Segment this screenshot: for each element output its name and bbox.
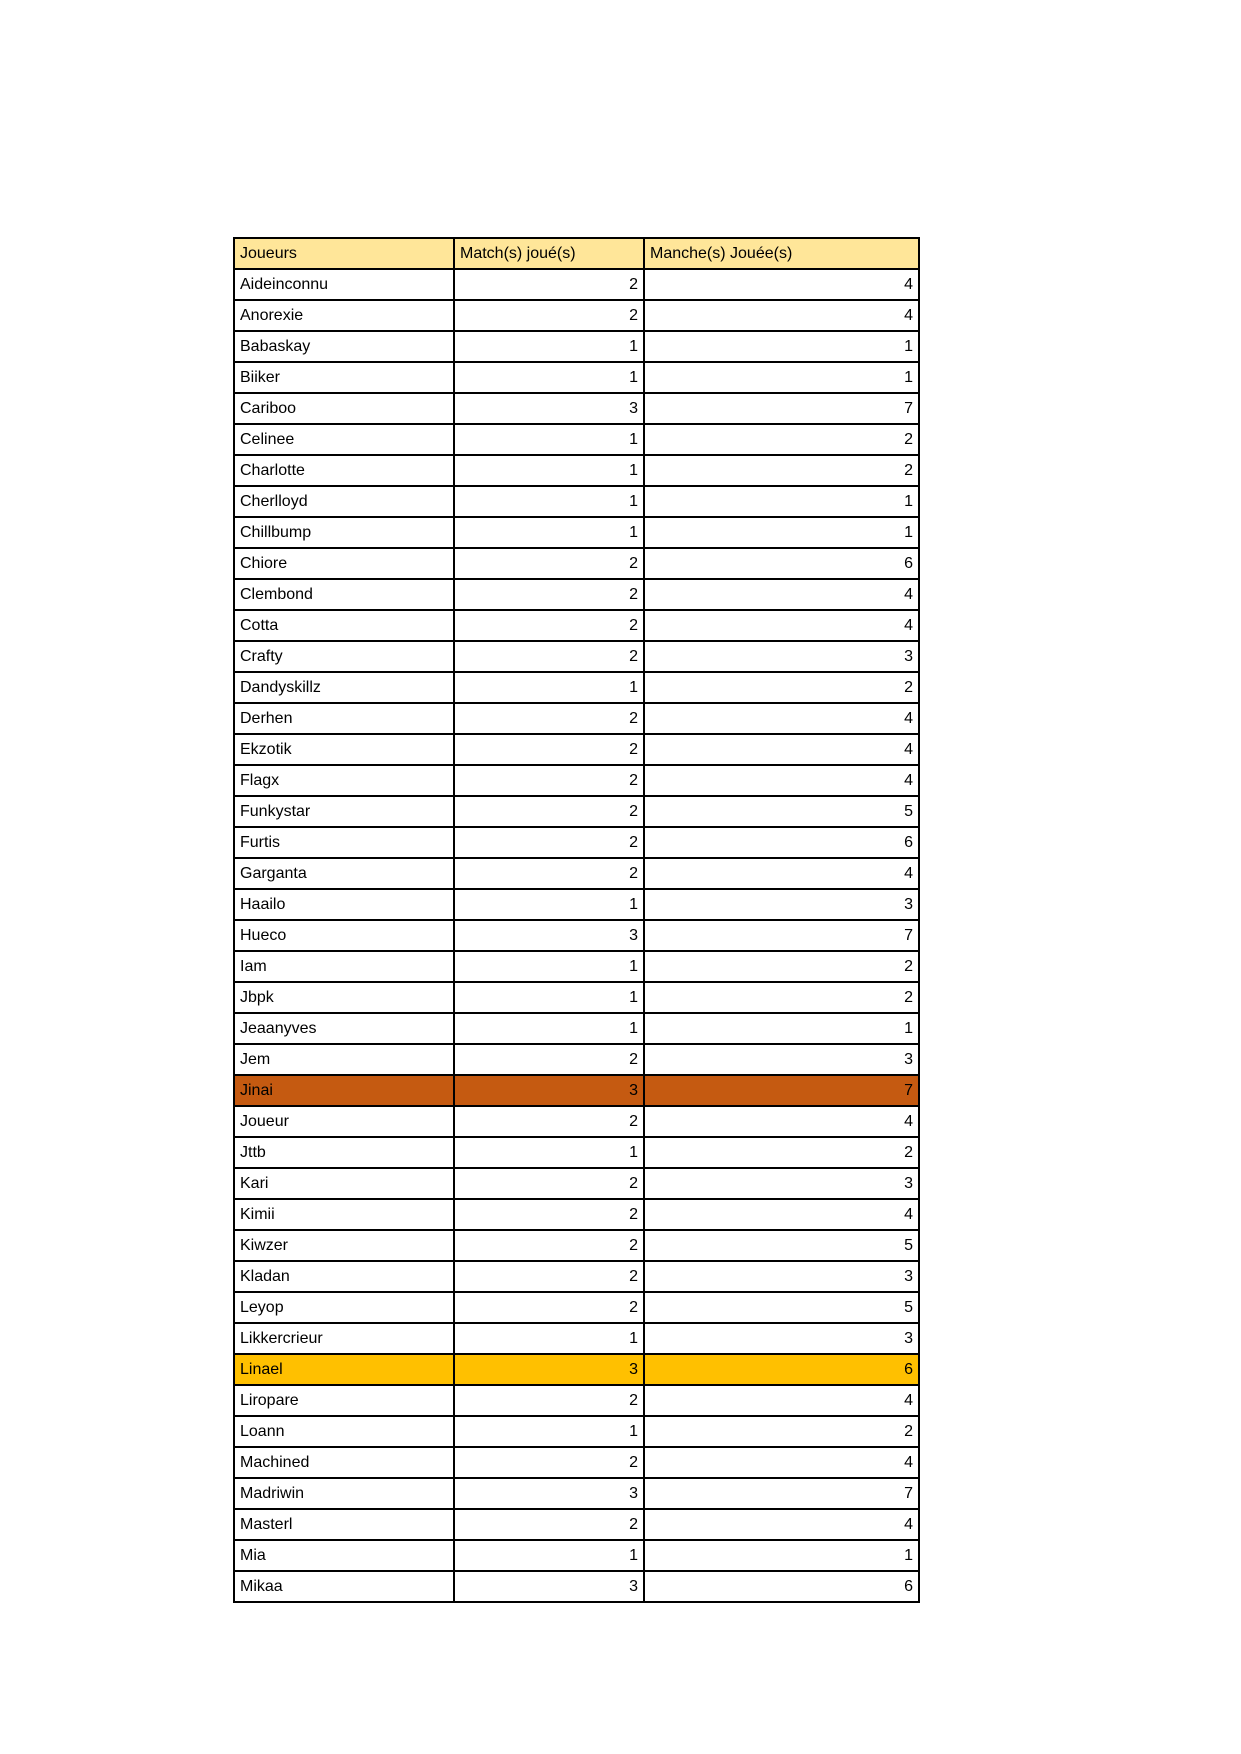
matches-played-cell: 1 bbox=[454, 1323, 644, 1354]
player-name-cell: Cotta bbox=[234, 610, 454, 641]
rounds-played-cell: 1 bbox=[644, 517, 919, 548]
rounds-played-cell: 3 bbox=[644, 1261, 919, 1292]
matches-played-cell: 1 bbox=[454, 517, 644, 548]
table-row bbox=[234, 858, 919, 889]
rounds-played-cell: 7 bbox=[644, 393, 919, 424]
matches-played-cell: 1 bbox=[454, 1137, 644, 1168]
table-row bbox=[234, 1354, 919, 1385]
rounds-played-cell: 4 bbox=[644, 858, 919, 889]
rounds-played-cell: 4 bbox=[644, 765, 919, 796]
matches-played-cell: 3 bbox=[454, 1571, 644, 1602]
table-row bbox=[234, 300, 919, 331]
matches-played-cell: 3 bbox=[454, 1354, 644, 1385]
rounds-played-cell: 4 bbox=[644, 703, 919, 734]
player-name-cell: Cherlloyd bbox=[234, 486, 454, 517]
rounds-played-cell: 3 bbox=[644, 1044, 919, 1075]
table-row bbox=[234, 486, 919, 517]
matches-played-cell: 2 bbox=[454, 796, 644, 827]
player-name-cell: Derhen bbox=[234, 703, 454, 734]
player-name-cell: Ekzotik bbox=[234, 734, 454, 765]
matches-played-cell: 1 bbox=[454, 951, 644, 982]
table-row bbox=[234, 703, 919, 734]
rounds-played-cell: 2 bbox=[644, 951, 919, 982]
rounds-played-cell: 5 bbox=[644, 796, 919, 827]
matches-played-cell: 1 bbox=[454, 362, 644, 393]
table-row bbox=[234, 424, 919, 455]
player-name-cell: Chillbump bbox=[234, 517, 454, 548]
player-name-cell: Haailo bbox=[234, 889, 454, 920]
table-row bbox=[234, 1447, 919, 1478]
matches-played-cell: 2 bbox=[454, 703, 644, 734]
matches-played-cell: 2 bbox=[454, 1447, 644, 1478]
player-name-cell: Likkercrieur bbox=[234, 1323, 454, 1354]
rounds-played-cell: 2 bbox=[644, 1137, 919, 1168]
matches-played-cell: 3 bbox=[454, 393, 644, 424]
rounds-played-cell: 6 bbox=[644, 548, 919, 579]
player-name-cell: Furtis bbox=[234, 827, 454, 858]
column-header-joueurs: Joueurs bbox=[234, 238, 454, 269]
rounds-played-cell: 3 bbox=[644, 641, 919, 672]
table-row bbox=[234, 1478, 919, 1509]
table-row bbox=[234, 393, 919, 424]
player-name-cell: Jbpk bbox=[234, 982, 454, 1013]
matches-played-cell: 2 bbox=[454, 548, 644, 579]
header-row bbox=[234, 238, 919, 269]
table-row bbox=[234, 641, 919, 672]
matches-played-cell: 1 bbox=[454, 331, 644, 362]
player-name-cell: Biiker bbox=[234, 362, 454, 393]
table-row bbox=[234, 269, 919, 300]
matches-played-cell: 2 bbox=[454, 1292, 644, 1323]
table-row bbox=[234, 1075, 919, 1106]
rounds-played-cell: 5 bbox=[644, 1292, 919, 1323]
player-name-cell: Kiwzer bbox=[234, 1230, 454, 1261]
table-row bbox=[234, 1323, 919, 1354]
table-row bbox=[234, 579, 919, 610]
matches-played-cell: 1 bbox=[454, 1540, 644, 1571]
rounds-played-cell: 5 bbox=[644, 1230, 919, 1261]
player-name-cell: Kimii bbox=[234, 1199, 454, 1230]
rounds-played-cell: 2 bbox=[644, 1416, 919, 1447]
player-name-cell: Madriwin bbox=[234, 1478, 454, 1509]
matches-played-cell: 2 bbox=[454, 1230, 644, 1261]
matches-played-cell: 2 bbox=[454, 765, 644, 796]
player-name-cell: Leyop bbox=[234, 1292, 454, 1323]
rounds-played-cell: 3 bbox=[644, 1168, 919, 1199]
rounds-played-cell: 1 bbox=[644, 486, 919, 517]
table-row bbox=[234, 1571, 919, 1602]
table-row bbox=[234, 548, 919, 579]
rounds-played-cell: 3 bbox=[644, 889, 919, 920]
rounds-played-cell: 4 bbox=[644, 1199, 919, 1230]
player-name-cell: Flagx bbox=[234, 765, 454, 796]
player-name-cell: Chiore bbox=[234, 548, 454, 579]
player-name-cell: Cariboo bbox=[234, 393, 454, 424]
matches-played-cell: 1 bbox=[454, 1013, 644, 1044]
rounds-played-cell: 4 bbox=[644, 579, 919, 610]
rounds-played-cell: 6 bbox=[644, 1354, 919, 1385]
table-row bbox=[234, 1509, 919, 1540]
player-name-cell: Celinee bbox=[234, 424, 454, 455]
rounds-played-cell: 4 bbox=[644, 300, 919, 331]
players-table bbox=[233, 237, 920, 1603]
table-row bbox=[234, 765, 919, 796]
matches-played-cell: 2 bbox=[454, 300, 644, 331]
table-row bbox=[234, 1168, 919, 1199]
table-row bbox=[234, 920, 919, 951]
rounds-played-cell: 4 bbox=[644, 1509, 919, 1540]
player-name-cell: Mikaa bbox=[234, 1571, 454, 1602]
player-name-cell: Crafty bbox=[234, 641, 454, 672]
table-row bbox=[234, 1261, 919, 1292]
player-name-cell: Jinai bbox=[234, 1075, 454, 1106]
rounds-played-cell: 4 bbox=[644, 1106, 919, 1137]
rounds-played-cell: 1 bbox=[644, 331, 919, 362]
rounds-played-cell: 7 bbox=[644, 920, 919, 951]
matches-played-cell: 2 bbox=[454, 1044, 644, 1075]
column-header-matchs-joues: Match(s) joué(s) bbox=[454, 238, 644, 269]
player-name-cell: Kari bbox=[234, 1168, 454, 1199]
player-name-cell: Iam bbox=[234, 951, 454, 982]
table-row bbox=[234, 982, 919, 1013]
player-name-cell: Babaskay bbox=[234, 331, 454, 362]
table-row bbox=[234, 1044, 919, 1075]
rounds-played-cell: 4 bbox=[644, 1385, 919, 1416]
table-row bbox=[234, 1292, 919, 1323]
player-name-cell: Liropare bbox=[234, 1385, 454, 1416]
matches-played-cell: 1 bbox=[454, 1416, 644, 1447]
table-row bbox=[234, 1013, 919, 1044]
player-name-cell: Dandyskillz bbox=[234, 672, 454, 703]
rounds-played-cell: 7 bbox=[644, 1478, 919, 1509]
table-row bbox=[234, 1106, 919, 1137]
table-row bbox=[234, 1540, 919, 1571]
table-row bbox=[234, 1199, 919, 1230]
matches-played-cell: 1 bbox=[454, 672, 644, 703]
player-name-cell: Jem bbox=[234, 1044, 454, 1075]
matches-played-cell: 1 bbox=[454, 982, 644, 1013]
rounds-played-cell: 4 bbox=[644, 734, 919, 765]
matches-played-cell: 3 bbox=[454, 1478, 644, 1509]
player-name-cell: Linael bbox=[234, 1354, 454, 1385]
matches-played-cell: 2 bbox=[454, 858, 644, 889]
matches-played-cell: 1 bbox=[454, 486, 644, 517]
table-row bbox=[234, 734, 919, 765]
player-name-cell: Clembond bbox=[234, 579, 454, 610]
matches-played-cell: 2 bbox=[454, 579, 644, 610]
matches-played-cell: 2 bbox=[454, 827, 644, 858]
rounds-played-cell: 4 bbox=[644, 1447, 919, 1478]
rounds-played-cell: 1 bbox=[644, 1013, 919, 1044]
matches-played-cell: 2 bbox=[454, 1385, 644, 1416]
table-row bbox=[234, 1230, 919, 1261]
table-row bbox=[234, 889, 919, 920]
rounds-played-cell: 1 bbox=[644, 1540, 919, 1571]
rounds-played-cell: 4 bbox=[644, 269, 919, 300]
player-name-cell: Masterl bbox=[234, 1509, 454, 1540]
rounds-played-cell: 3 bbox=[644, 1323, 919, 1354]
table-row bbox=[234, 672, 919, 703]
rounds-played-cell: 1 bbox=[644, 362, 919, 393]
matches-played-cell: 2 bbox=[454, 610, 644, 641]
matches-played-cell: 2 bbox=[454, 734, 644, 765]
player-name-cell: Kladan bbox=[234, 1261, 454, 1292]
matches-played-cell: 2 bbox=[454, 1261, 644, 1292]
rounds-played-cell: 6 bbox=[644, 1571, 919, 1602]
rounds-played-cell: 6 bbox=[644, 827, 919, 858]
table-row bbox=[234, 610, 919, 641]
table-row bbox=[234, 331, 919, 362]
player-name-cell: Jeaanyves bbox=[234, 1013, 454, 1044]
player-name-cell: Garganta bbox=[234, 858, 454, 889]
rounds-played-cell: 2 bbox=[644, 455, 919, 486]
matches-played-cell: 2 bbox=[454, 1509, 644, 1540]
matches-played-cell: 1 bbox=[454, 889, 644, 920]
player-name-cell: Mia bbox=[234, 1540, 454, 1571]
table-row bbox=[234, 796, 919, 827]
matches-played-cell: 3 bbox=[454, 920, 644, 951]
table-row bbox=[234, 517, 919, 548]
player-name-cell: Charlotte bbox=[234, 455, 454, 486]
rounds-played-cell: 2 bbox=[644, 672, 919, 703]
matches-played-cell: 2 bbox=[454, 1106, 644, 1137]
table-row bbox=[234, 1416, 919, 1447]
player-name-cell: Joueur bbox=[234, 1106, 454, 1137]
rounds-played-cell: 2 bbox=[644, 424, 919, 455]
matches-played-cell: 2 bbox=[454, 641, 644, 672]
rounds-played-cell: 7 bbox=[644, 1075, 919, 1106]
matches-played-cell: 2 bbox=[454, 1199, 644, 1230]
matches-played-cell: 2 bbox=[454, 1168, 644, 1199]
player-name-cell: Machined bbox=[234, 1447, 454, 1478]
matches-played-cell: 2 bbox=[454, 269, 644, 300]
player-name-cell: Loann bbox=[234, 1416, 454, 1447]
table-row bbox=[234, 951, 919, 982]
table-row bbox=[234, 455, 919, 486]
matches-played-cell: 3 bbox=[454, 1075, 644, 1106]
player-name-cell: Hueco bbox=[234, 920, 454, 951]
player-name-cell: Anorexie bbox=[234, 300, 454, 331]
table-row bbox=[234, 827, 919, 858]
table-row bbox=[234, 1137, 919, 1168]
matches-played-cell: 1 bbox=[454, 455, 644, 486]
table-row bbox=[234, 362, 919, 393]
rounds-played-cell: 2 bbox=[644, 982, 919, 1013]
column-header-manches-jouees: Manche(s) Jouée(s) bbox=[644, 238, 919, 269]
player-name-cell: Funkystar bbox=[234, 796, 454, 827]
player-name-cell: Aideinconnu bbox=[234, 269, 454, 300]
matches-played-cell: 1 bbox=[454, 424, 644, 455]
table-row bbox=[234, 1385, 919, 1416]
rounds-played-cell: 4 bbox=[644, 610, 919, 641]
player-name-cell: Jttb bbox=[234, 1137, 454, 1168]
